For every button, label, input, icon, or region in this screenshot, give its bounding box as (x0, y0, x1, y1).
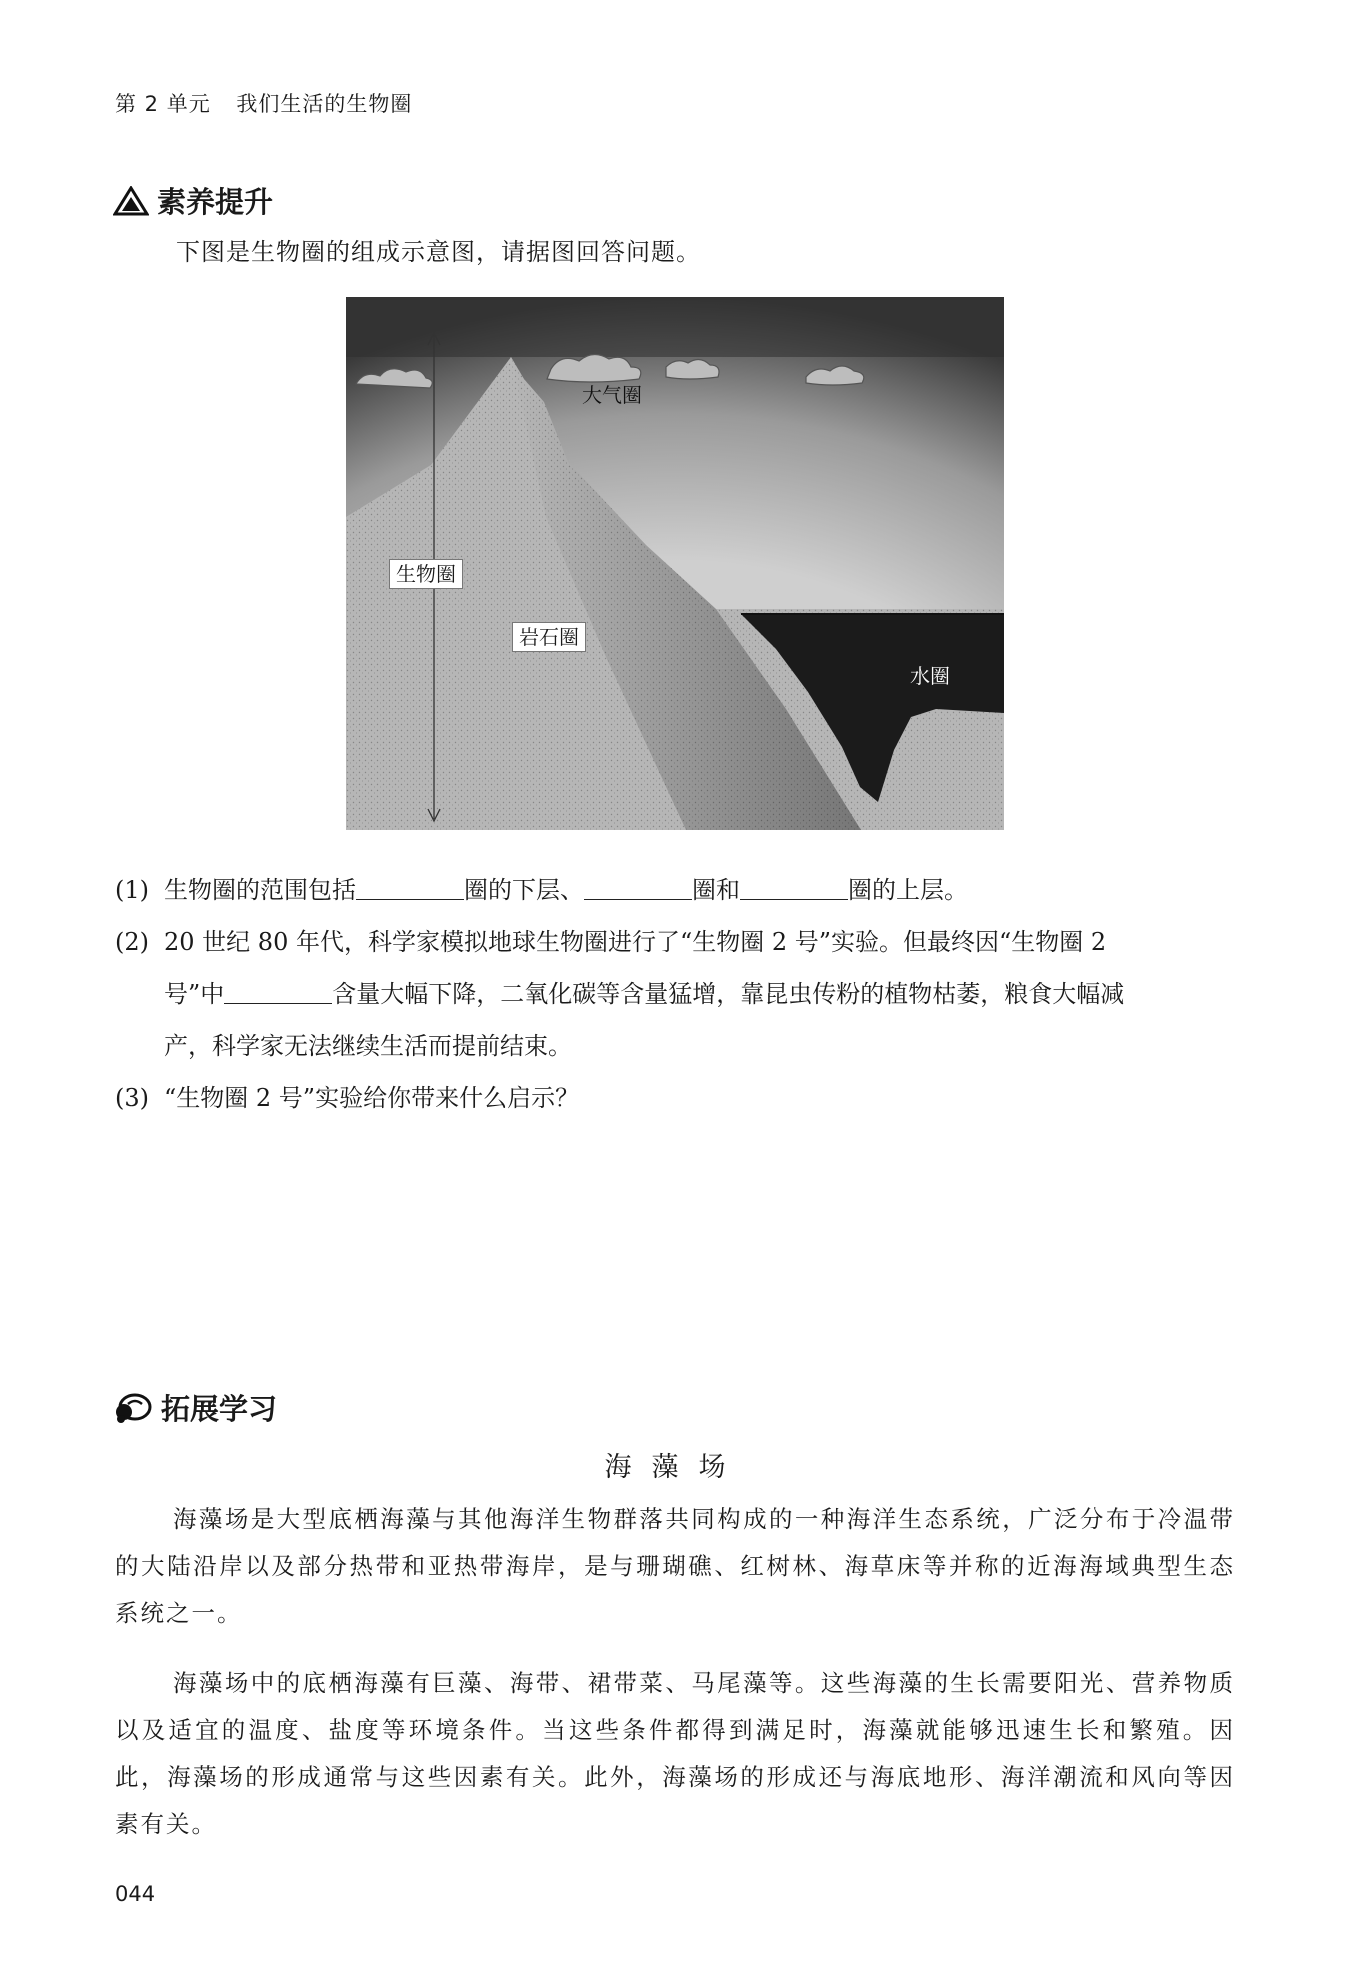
page-number: 044 (115, 1882, 156, 1906)
question-2 (115, 916, 1235, 1072)
question-text: 圈的下层、 (464, 876, 584, 904)
section-title-text: 素养提升 (157, 185, 274, 219)
answer-blank[interactable] (740, 873, 848, 900)
hydrosphere-label: 水圈 (910, 664, 950, 688)
intro-text: 下图是生物圈的组成示意图，请据图回答问题。 (176, 238, 701, 266)
page-header (115, 88, 412, 118)
article-paragraph: 海藻场中的底栖海藻有巨藻、海带、裙带菜、马尾藻等。这些海藻的生长需要阳光、营养物质以及适宜的温度、盐度等环境条件。当这些条件都得到满足时，海藻就能够迅速生长和繁殖。因此，海藻场的形成通常与这些因素有关。此外，海藻场的形成还与海底地形、海洋潮流和风向等因素有关。 (115, 1669, 1235, 1838)
section-title-literacy (113, 180, 273, 221)
atmosphere-label: 大气圈 (582, 383, 642, 407)
unit-label: 第 2 单元 (115, 92, 211, 116)
unit-title: 我们生活的生物圈 (236, 92, 413, 116)
triangle-icon (113, 186, 149, 216)
question-text: 含量大幅下降，二氧化碳等含量猛增，靠昆虫传粉的植物枯萎，粮食大幅减 (332, 980, 1125, 1008)
lithosphere-label: 岩石圈 (512, 622, 586, 652)
question-text: 产，科学家无法继续生活而提前结束。 (164, 1032, 572, 1060)
question-text: 20 世纪 80 年代，科学家模拟地球生物圈进行了“生物圈 2 号”实验。但最终因“生物圈 2 (164, 928, 1107, 956)
question-1 (115, 864, 1235, 916)
question-number: (2) (115, 928, 149, 956)
question-number: (1) (115, 876, 149, 904)
answer-blank[interactable] (224, 977, 332, 1004)
question-3 (115, 1072, 1235, 1124)
question-text: 圈的上层。 (848, 876, 968, 904)
reading-icon (113, 1392, 153, 1424)
section-title-text: 拓展学习 (161, 1392, 278, 1426)
article-title: 海藻场 (604, 1452, 746, 1483)
question-number: (3) (115, 1084, 149, 1112)
section-title-extension (113, 1387, 277, 1428)
question-text: 圈和 (692, 876, 740, 904)
article-paragraph: 海藻场是大型底栖海藻与其他海洋生物群落共同构成的一种海洋生态系统，广泛分布于冷温带的大陆沿岸以及部分热带和亚热带海岸，是与珊瑚礁、红树林、海草床等并称的近海海域典型生态系统之一。 (115, 1505, 1235, 1627)
answer-blank[interactable] (356, 873, 464, 900)
question-text: “生物圈 2 号”实验给你带来什么启示？ (164, 1084, 580, 1112)
question-text: 生物圈的范围包括 (164, 876, 356, 904)
question-text: 号”中 (164, 980, 225, 1008)
biosphere-label: 生物圈 (389, 559, 463, 589)
answer-blank[interactable] (584, 873, 692, 900)
biosphere-diagram (346, 297, 1004, 830)
